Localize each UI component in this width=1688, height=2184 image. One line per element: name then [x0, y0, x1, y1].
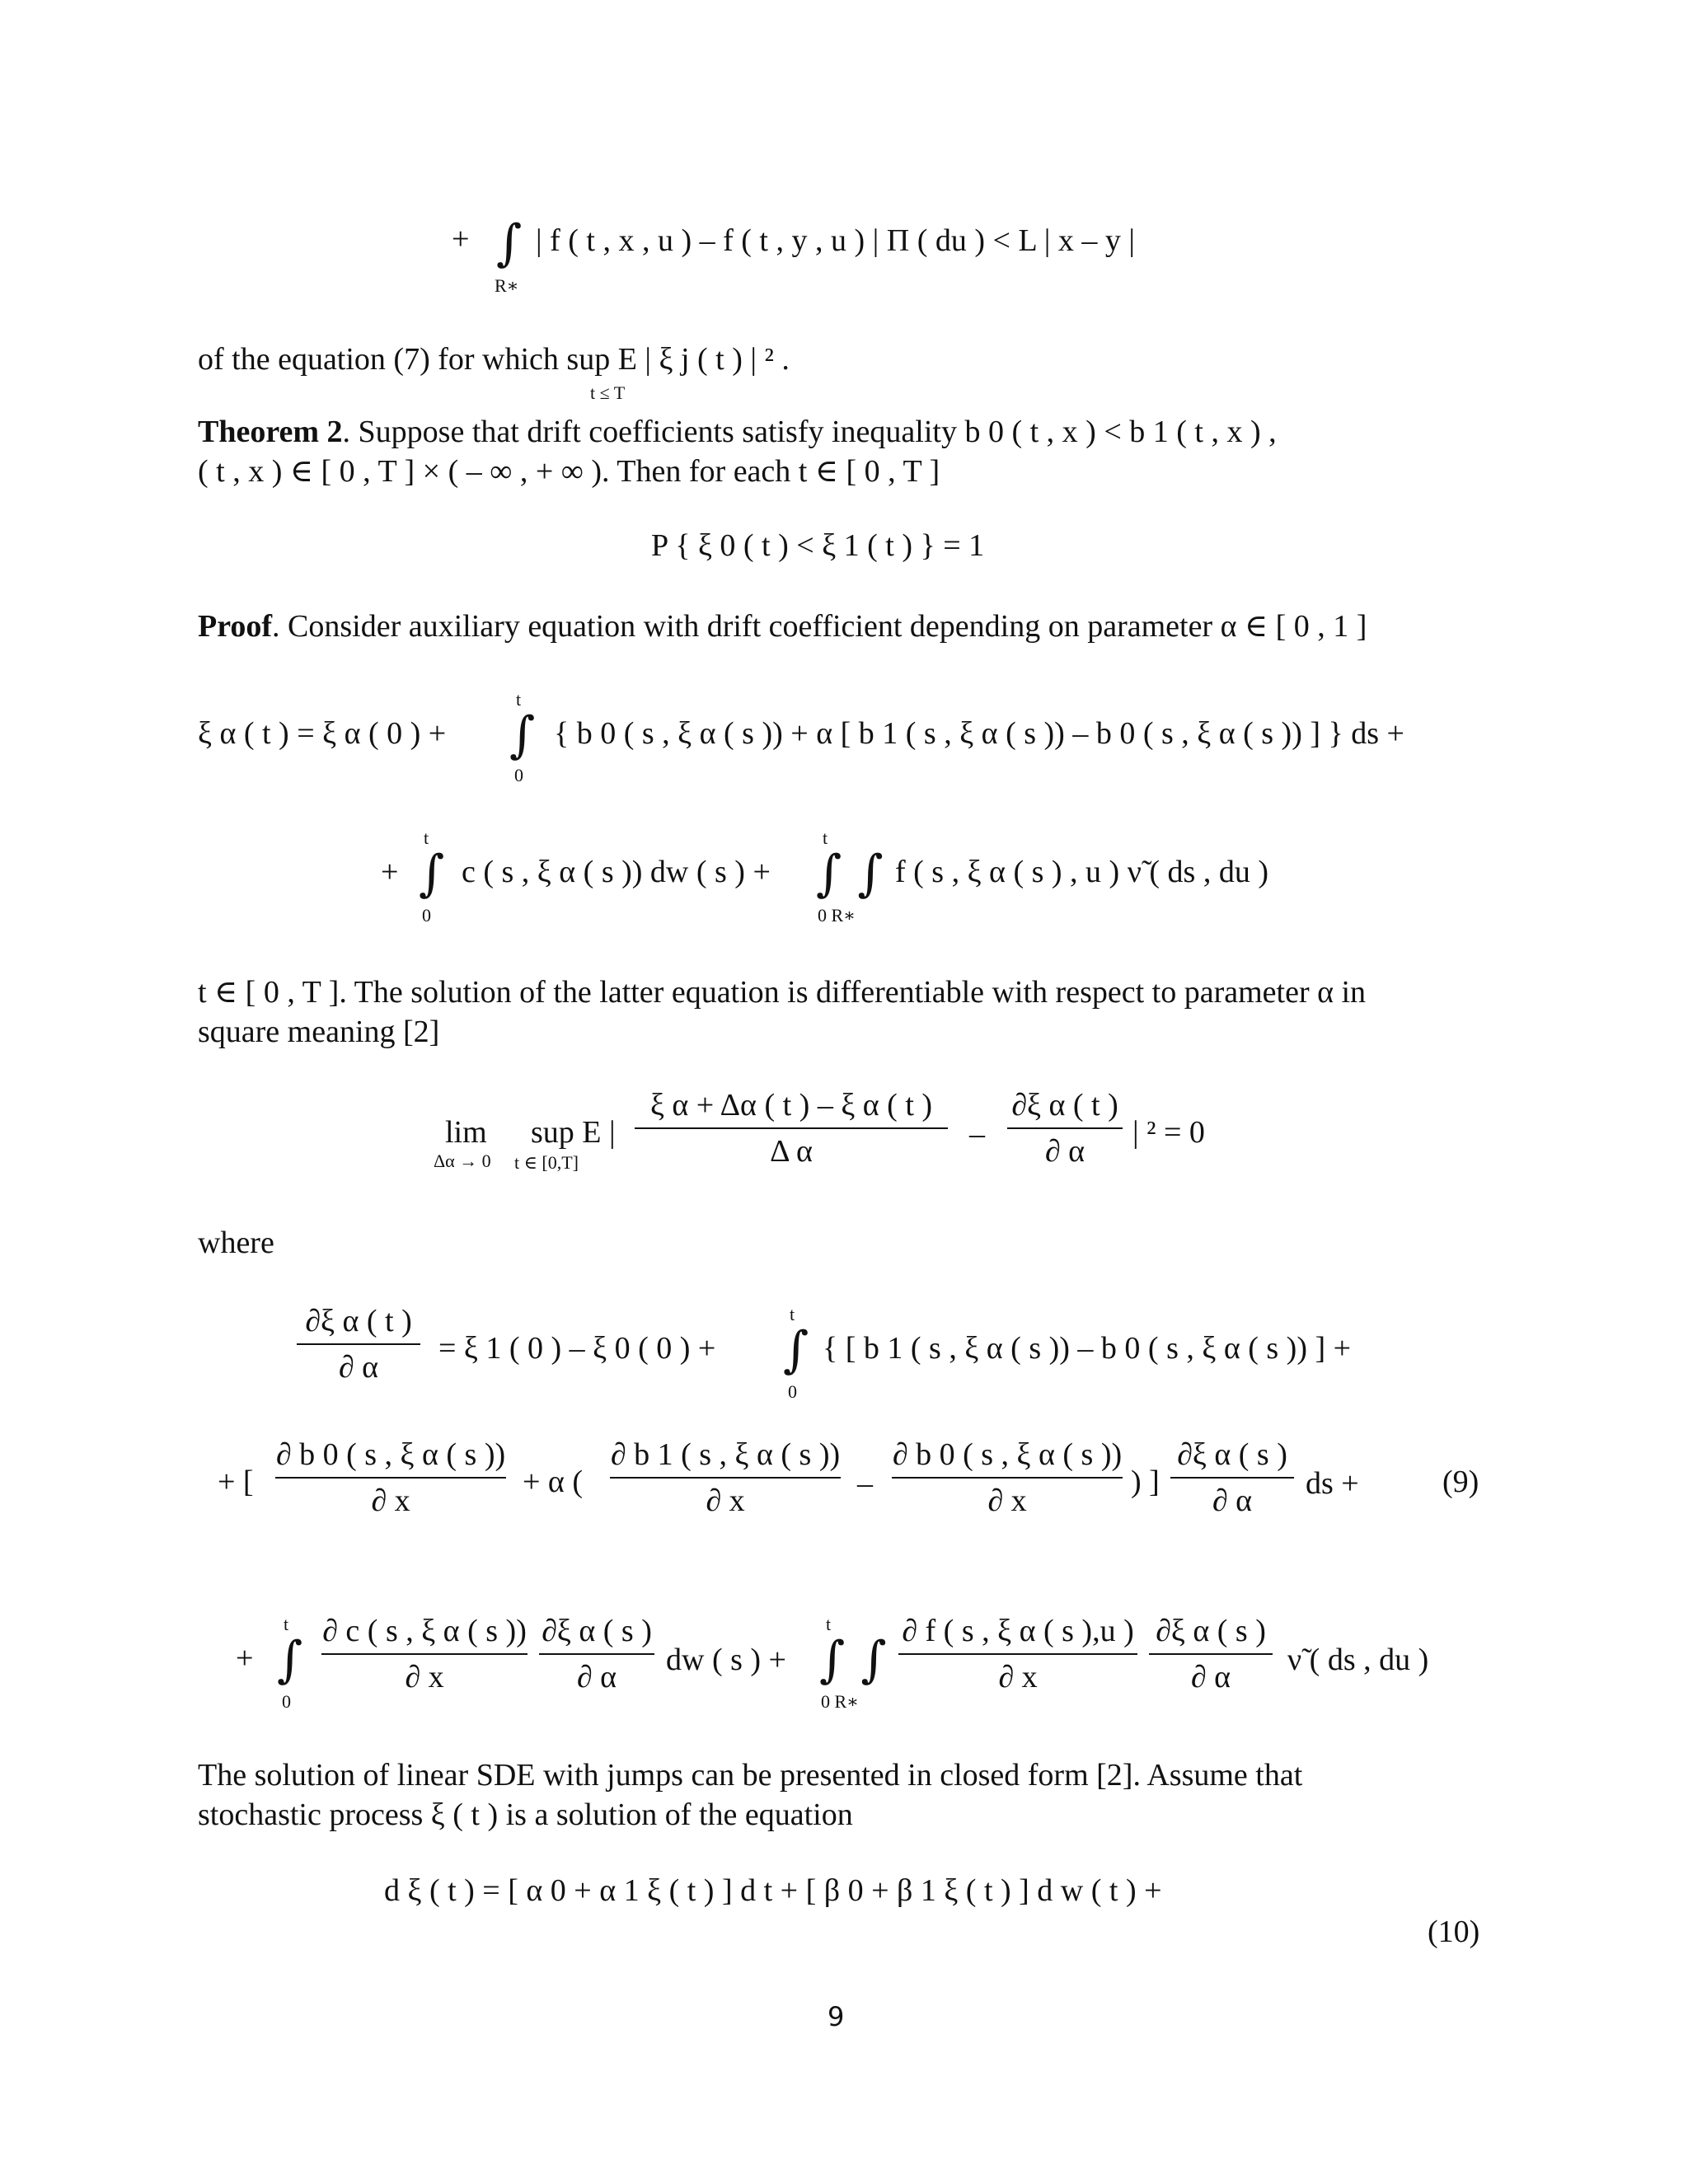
fraction-numerator: ∂ b 1 ( s , ξ α ( s )): [610, 1437, 841, 1472]
eq9-close: ) ]: [1131, 1465, 1160, 1499]
limit-lim: lim: [445, 1115, 487, 1150]
eq9-number: (9): [1442, 1465, 1479, 1499]
integral-sign: ∫: [277, 1631, 303, 1689]
aux-eq-line2-plus: +: [381, 855, 399, 889]
eq10-body: d ξ ( t ) = [ α 0 + α 1 ξ ( t ) ] d t + [ β 0 + β 1 ξ ( t ) ] d w ( t ) +: [384, 1873, 1162, 1908]
limit-sup-sub: t ∈ [0,T]: [514, 1152, 579, 1173]
eq9-frac-dxi-3: [1149, 1612, 1273, 1696]
fraction-bar: [635, 1127, 948, 1129]
fraction-numerator: ∂ b 0 ( s , ξ α ( s )): [275, 1437, 506, 1472]
fraction-denominator: ∂ α: [576, 1660, 617, 1694]
proof-line: [198, 607, 1367, 646]
fraction-bar: [1007, 1127, 1123, 1129]
fraction-denominator: ∂ α: [338, 1350, 379, 1385]
para-closed-form-line1: The solution of linear SDE with jumps can be presented in closed form [2]. Assume that: [198, 1758, 1303, 1793]
eq9-dw-plus: dw ( s ) +: [666, 1643, 786, 1677]
fraction-numerator: ∂ξ α ( t ): [1011, 1088, 1118, 1122]
eq9-frac-db1: [610, 1436, 841, 1520]
eq9-frac-df: [898, 1612, 1137, 1696]
theorem-text: . Suppose that drift coefficients satisfy inequality b 0 ( t , x ) < b 1 ( t , x ) ,: [342, 415, 1277, 449]
eq9-frac-dxi-2: [539, 1612, 654, 1696]
aux-eq-line2-int-lower: 0: [422, 905, 431, 926]
double-integral-sign: ∫ ∫: [816, 845, 884, 902]
aux-eq-line2-int-upper: t: [424, 827, 429, 848]
aux-eq-line2-body1: c ( s , ξ α ( s )) dw ( s ) +: [462, 855, 771, 889]
fraction-bar: [275, 1477, 506, 1479]
sup-subscript: t ≤ T: [590, 382, 626, 403]
limit-difference-quotient: [635, 1086, 948, 1170]
integral-sign: ∫: [419, 845, 445, 902]
theorem-2-line1: [198, 412, 1277, 452]
fraction-numerator: ∂ξ α ( t ): [305, 1304, 412, 1338]
eq9-lhs-fraction: [297, 1302, 420, 1386]
fraction-bar: [892, 1477, 1123, 1479]
aux-eq-line2-int2-lower: 0 R∗: [818, 905, 856, 926]
fraction-denominator: ∂ x: [371, 1483, 410, 1518]
integral-lower-limit: R∗: [495, 275, 519, 296]
fraction-denominator: Δ α: [770, 1134, 813, 1169]
eq9-frac-dc: [321, 1612, 528, 1696]
aux-eq-int-lower: 0: [514, 765, 523, 785]
eq9-line3-int2-lower: 0 R∗: [821, 1691, 860, 1712]
para-equation-7: of the equation (7) for which sup E | ξ j ( t ) | ² .: [198, 342, 790, 377]
integral-sign: ∫: [496, 214, 523, 272]
fraction-bar: [898, 1653, 1137, 1655]
limit-partial-derivative: [1007, 1086, 1123, 1170]
eq9-plus-bracket: + [: [218, 1465, 254, 1499]
eq9-line3-plus: +: [236, 1641, 254, 1675]
fraction-denominator: ∂ x: [706, 1483, 745, 1518]
limit-minus: –: [969, 1117, 985, 1151]
fraction-numerator: ∂ c ( s , ξ α ( s )): [322, 1614, 527, 1648]
eq-lipschitz-plus: +: [452, 222, 470, 256]
fraction-numerator: ∂ b 0 ( s , ξ α ( s )): [892, 1437, 1123, 1472]
fraction-numerator: ∂ f ( s , ξ α ( s ),u ): [902, 1614, 1134, 1648]
theorem-2-equation: P { ξ 0 ( t ) < ξ 1 ( t ) } = 1: [651, 528, 985, 563]
fraction-numerator: ∂ξ α ( s ): [1177, 1437, 1287, 1472]
eq9-int-upper: t: [790, 1304, 795, 1324]
theorem-label: Theorem 2: [198, 415, 343, 449]
fraction-denominator: ∂ x: [987, 1483, 1027, 1518]
eq9-rhs-start: = ξ 1 ( 0 ) – ξ 0 ( 0 ) +: [438, 1331, 716, 1366]
para-closed-form-line2: stochastic process ξ ( t ) is a solution of the equation: [198, 1797, 853, 1832]
fraction-bar: [1149, 1653, 1273, 1655]
eq9-frac-db0-2: [892, 1436, 1123, 1520]
fraction-bar: [1170, 1477, 1294, 1479]
fraction-bar: [321, 1653, 528, 1655]
eq9-line3-int2-upper: t: [826, 1614, 832, 1634]
fraction-numerator: ξ α + Δα ( t ) – ξ α ( t ): [649, 1088, 933, 1122]
aux-eq-line2-body2: f ( s , ξ α ( s ) , u ) ν̃ ( ds , du ): [895, 855, 1268, 889]
integral-sign: ∫: [509, 706, 536, 764]
para-differentiable-line1: t ∈ [ 0 , T ]. The solution of the latter equation is differentiable with respect to parameter α in: [198, 975, 1367, 1010]
eq9-int-lower: 0: [788, 1381, 797, 1402]
where-label: where: [198, 1226, 274, 1260]
proof-label: Proof: [198, 609, 273, 644]
theorem-2-line2: ( t , x ) ∈ [ 0 , T ] × ( – ∞ , + ∞ ). Then for each t ∈ [ 0 , T ]: [198, 454, 940, 489]
aux-eq-lhs: ξ α ( t ) = ξ α ( 0 ) +: [198, 716, 447, 751]
eq9-frac-db0: [275, 1436, 506, 1520]
eq9-frac-dxi: [1170, 1436, 1294, 1520]
limit-tail: | ² = 0: [1132, 1115, 1205, 1150]
aux-eq-line2-int2-upper: t: [823, 827, 828, 848]
fraction-denominator: ∂ α: [1190, 1660, 1231, 1694]
limit-sup: sup E |: [531, 1115, 616, 1150]
fraction-bar: [297, 1343, 420, 1345]
eq9-line3-int-lower: 0: [282, 1691, 291, 1712]
para-differentiable-line2: square meaning [2]: [198, 1015, 440, 1049]
fraction-numerator: ∂ξ α ( s ): [1156, 1614, 1266, 1648]
aux-eq-body: { b 0 ( s , ξ α ( s )) + α [ b 1 ( s , ξ α ( s )) – b 0 ( s , ξ α ( s )) ] } ds +: [554, 716, 1404, 751]
eq9-ds-plus: ds +: [1306, 1466, 1359, 1501]
eq-lipschitz-body: | f ( t , x , u ) – f ( t , y , u ) | Π ( du ) < L | x – y |: [536, 223, 1135, 258]
eq9-nu: ν̃ ( ds , du ): [1287, 1643, 1429, 1677]
eq9-plus-alpha: + α (: [523, 1465, 583, 1499]
fraction-numerator: ∂ξ α ( s ): [542, 1614, 652, 1648]
page-number: 9: [828, 2001, 845, 2032]
eq9-line3-int-upper: t: [284, 1614, 289, 1634]
eq10-number: (10): [1428, 1915, 1480, 1949]
fraction-denominator: ∂ α: [1212, 1483, 1253, 1518]
eq9-minus: –: [857, 1466, 873, 1501]
eq9-body1: { [ b 1 ( s , ξ α ( s )) – b 0 ( s , ξ α ( s )) ] +: [823, 1331, 1352, 1366]
fraction-denominator: ∂ x: [998, 1660, 1038, 1694]
double-integral-sign: ∫ ∫: [819, 1631, 887, 1689]
fraction-bar: [610, 1477, 841, 1479]
fraction-bar: [539, 1653, 654, 1655]
aux-eq-int-upper: t: [516, 689, 522, 710]
fraction-denominator: ∂ x: [405, 1660, 444, 1694]
integral-sign: ∫: [783, 1321, 809, 1379]
limit-lim-sub: Δα → 0: [434, 1151, 491, 1171]
proof-text: . Consider auxiliary equation with drift coefficient depending on parameter α ∈ [ 0 , 1 ]: [272, 609, 1367, 644]
fraction-denominator: ∂ α: [1044, 1134, 1085, 1169]
